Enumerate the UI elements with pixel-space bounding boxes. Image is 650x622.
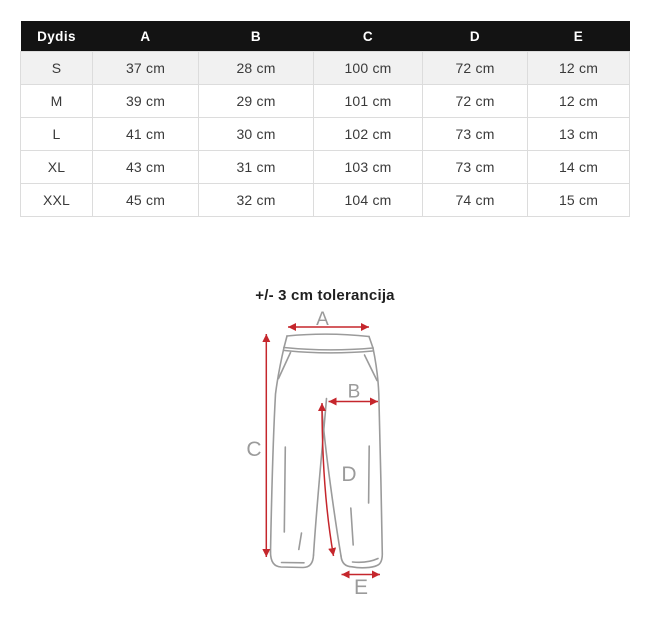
header-cell-c: C: [314, 21, 423, 52]
tolerance-note: +/- 3 cm tolerancija: [255, 287, 395, 304]
measurement-arrows: [266, 327, 380, 575]
value-cell: 45 cm: [93, 184, 199, 217]
label-a: A: [316, 309, 329, 330]
value-cell: 30 cm: [199, 118, 314, 151]
value-cell: 100 cm: [314, 52, 423, 85]
value-cell: 14 cm: [528, 151, 630, 184]
value-cell: 29 cm: [199, 85, 314, 118]
left-leg: [271, 348, 327, 568]
value-cell: 13 cm: [528, 118, 630, 151]
size-cell: S: [21, 52, 93, 85]
header-cell-dydis: Dydis: [21, 21, 93, 52]
value-cell: 73 cm: [423, 118, 528, 151]
size-cell: XL: [21, 151, 93, 184]
size-table: [20, 21, 630, 217]
size-cell: M: [21, 85, 93, 118]
value-cell: 101 cm: [314, 85, 423, 118]
pants-diagram: [230, 303, 420, 608]
header-cell-e: E: [528, 21, 630, 52]
value-cell: 37 cm: [93, 52, 199, 85]
label-e: E: [353, 576, 369, 599]
size-cell: XXL: [21, 184, 93, 217]
value-cell: 28 cm: [199, 52, 314, 85]
value-cell: 41 cm: [93, 118, 199, 151]
value-cell: 32 cm: [199, 184, 314, 217]
table-row-s: [21, 52, 630, 85]
table-header-row: [21, 21, 630, 52]
table-row-xxl: [21, 184, 630, 217]
value-cell: 104 cm: [314, 184, 423, 217]
value-cell: 73 cm: [423, 151, 528, 184]
label-d: D: [341, 463, 357, 486]
value-cell: 72 cm: [423, 85, 528, 118]
waistband: [284, 334, 373, 353]
pants-outline: [271, 334, 383, 568]
value-cell: 31 cm: [199, 151, 314, 184]
header-cell-a: A: [93, 21, 199, 52]
value-cell: 102 cm: [314, 118, 423, 151]
value-cell: 15 cm: [528, 184, 630, 217]
value-cell: 43 cm: [93, 151, 199, 184]
header-cell-d: D: [423, 21, 528, 52]
table-row-xl: [21, 151, 630, 184]
value-cell: 74 cm: [423, 184, 528, 217]
table-row-m: [21, 85, 630, 118]
value-cell: 72 cm: [423, 52, 528, 85]
label-c: C: [246, 438, 262, 461]
value-cell: 12 cm: [528, 85, 630, 118]
label-b: B: [347, 381, 361, 403]
table-row-l: [21, 118, 630, 151]
size-cell: L: [21, 118, 93, 151]
value-cell: 39 cm: [93, 85, 199, 118]
value-cell: 12 cm: [528, 52, 630, 85]
pocket-lines: [279, 353, 378, 381]
value-cell: 103 cm: [314, 151, 423, 184]
header-cell-b: B: [199, 21, 314, 52]
